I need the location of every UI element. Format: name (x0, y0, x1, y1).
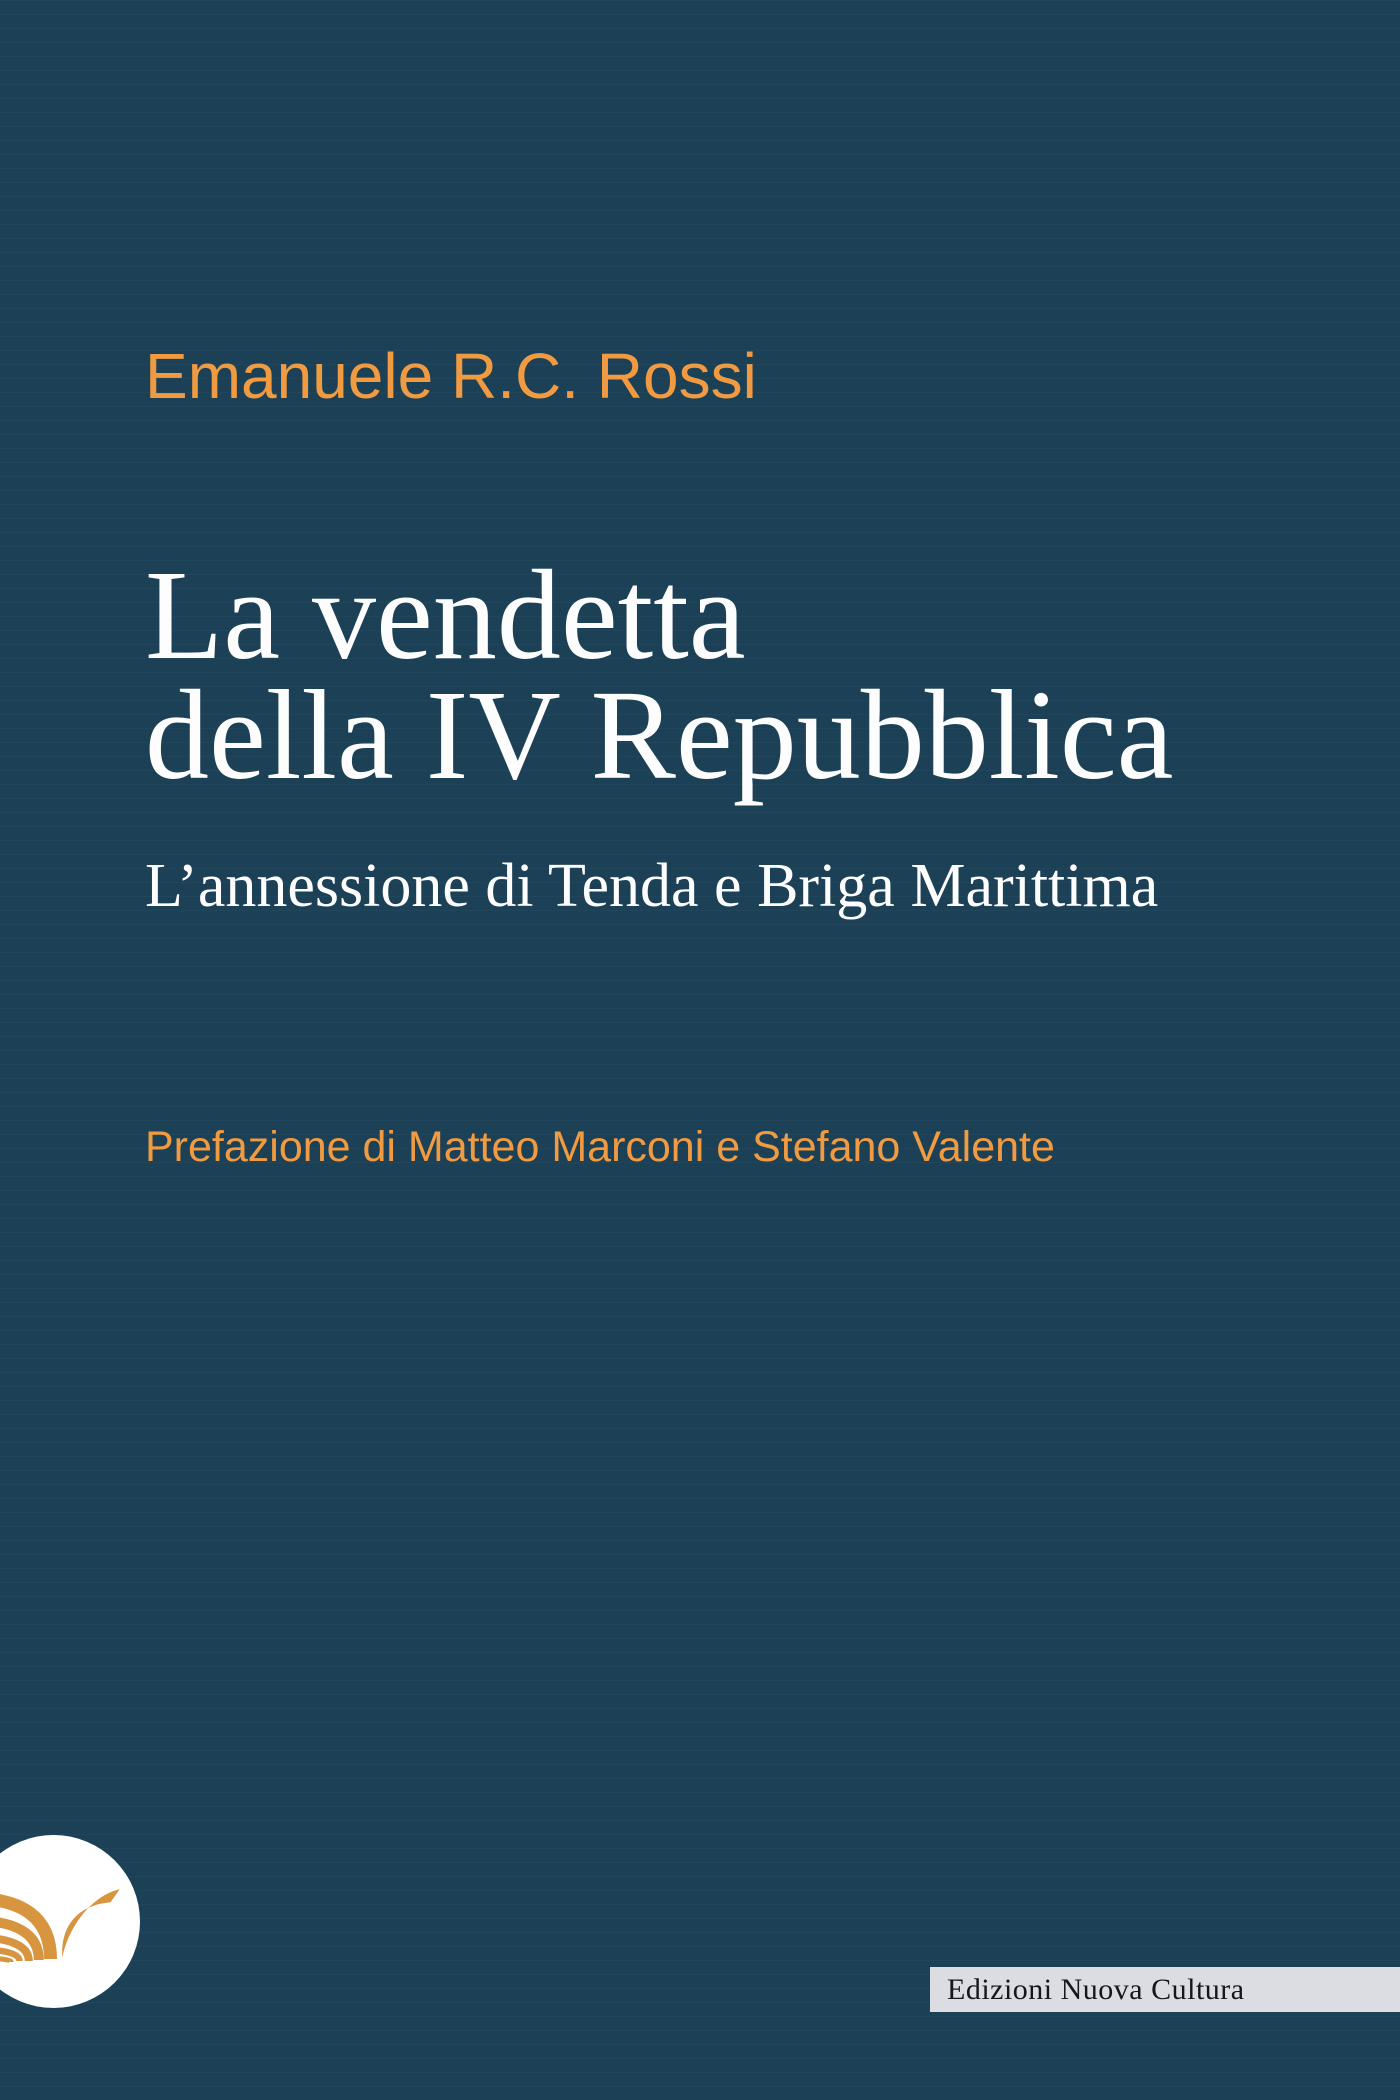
book-subtitle: L’annessione di Tenda e Briga Marittima (145, 852, 1159, 920)
title-line-1: La vendetta (145, 544, 746, 686)
open-book-icon (0, 1835, 140, 2008)
book-title (145, 544, 1174, 806)
publisher-name: Edizioni Nuova Cultura (947, 1972, 1245, 2006)
publisher-logo (0, 1835, 140, 2008)
author-name: Emanuele R.C. Rossi (145, 340, 757, 412)
publisher-band (930, 1967, 1400, 2012)
preface-credit: Prefazione di Matteo Marconi e Stefano Valente (145, 1123, 1055, 1171)
title-line-2: della IV Repubblica (145, 664, 1174, 806)
